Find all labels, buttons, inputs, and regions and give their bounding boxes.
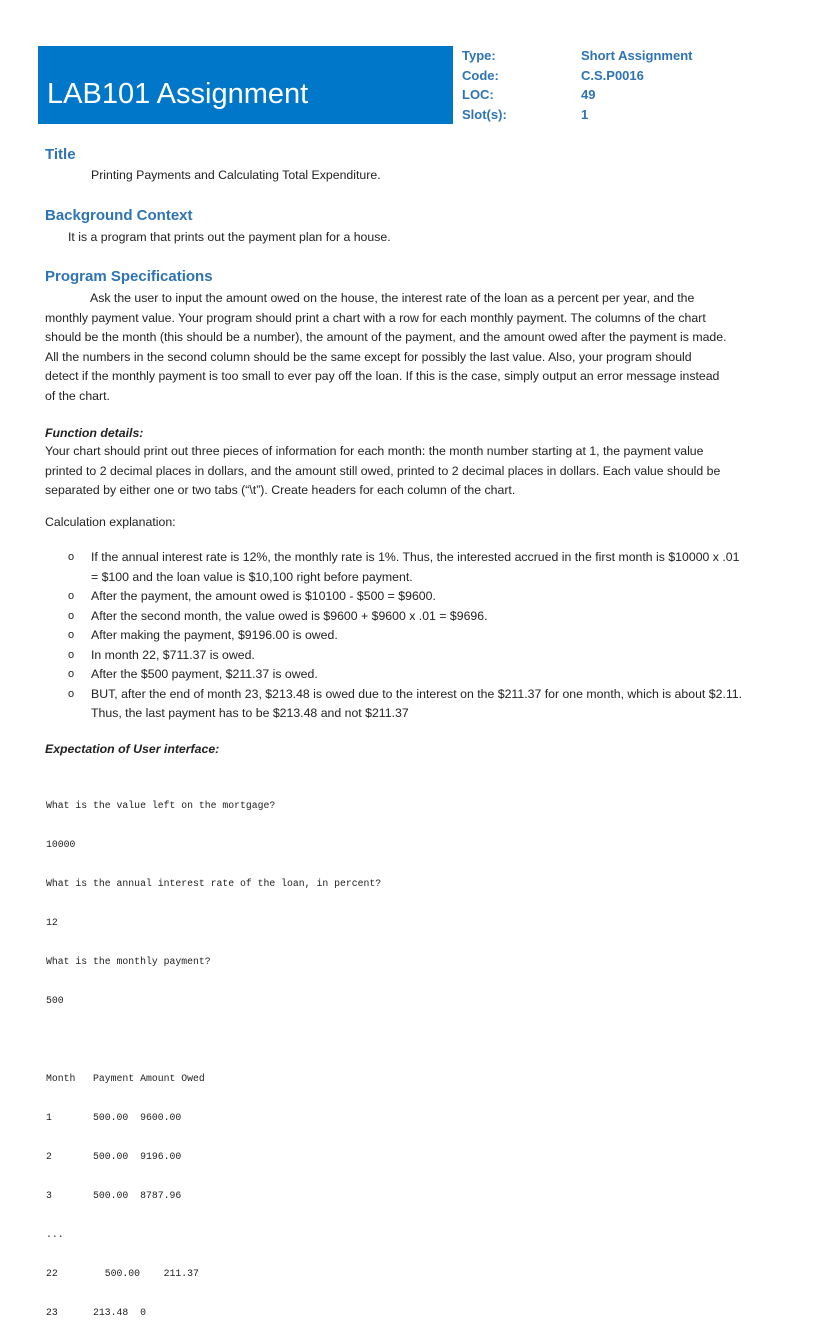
meta-type-label: Type: — [462, 48, 496, 63]
list-item: o In month 22, $711.37 is owed. — [68, 646, 748, 666]
meta-code-label: Code: — [462, 67, 499, 83]
console-line: What is the annual interest rate of the loan, in percent? — [46, 878, 382, 889]
title-text: Printing Payments and Calculating Total Expenditure. — [91, 168, 381, 182]
meta-code-value: C.S.P0016 — [581, 67, 644, 83]
ui-expectation-heading: Expectation of User interface: — [45, 742, 220, 756]
header-banner — [38, 46, 453, 124]
bullet-circle-icon: o — [68, 551, 75, 563]
console-output — [46, 773, 381, 1332]
list-item: o If the annual interest rate is 12%, the monthly rate is 1%. Thus, the interested accrued in the first month is $10000 x .01 = $100 and the loan value is $10,100 right before payment. — [68, 550, 740, 584]
bullet-circle-icon: o — [68, 590, 75, 602]
spec-text: Ask the user to input the amount owed on the house, the interest rate of the loan as a percent per year, and the monthly payment value. Your program should print a chart with a row for each monthly payment. The columns of the chart should be the month (this should be a number), the amount of the payment, and the amount owed after the payment is made. All the numbers in the second column should be the same except for possibly the last value. Also, your program should detect if the monthly payment is too small to ever pay off the loan. If this is the case, simply output an error message instead of the chart. — [45, 291, 727, 403]
meta-slots-label: Slot(s): — [462, 106, 507, 122]
console-line: 23 213.48 0 — [46, 1307, 146, 1318]
assignment-meta-values — [581, 48, 821, 126]
console-line: 1 500.00 9600.00 — [46, 1112, 182, 1123]
console-line: 22 500.00 211.37 — [46, 1268, 199, 1279]
bullet-circle-icon: o — [68, 629, 75, 641]
meta-slots-value: 1 — [581, 106, 589, 122]
calc-list — [68, 548, 748, 724]
bullet-circle-icon: o — [68, 687, 75, 700]
meta-type-value: Short Assignment — [581, 48, 693, 63]
spec-heading: Program Specifications — [45, 268, 213, 285]
console-line — [46, 1033, 381, 1046]
list-item: o After making the payment, $9196.00 is owed. — [68, 626, 748, 646]
function-details-text: Your chart should print out three pieces of information for each month: the month number starting at 1, the payment value printed to 2 decimal places in dollars, and the amount still owed, printed to 2 decimal places in dollars. Each value should be separated by either one or two tabs (“\t”). Create headers for each column of the chart. — [45, 444, 721, 497]
console-line: 10000 — [46, 839, 76, 850]
console-line: 3 500.00 8787.96 — [46, 1190, 182, 1201]
bullet-circle-icon: o — [68, 648, 75, 661]
console-line: ... — [46, 1229, 64, 1240]
title-heading: Title — [45, 146, 76, 163]
console-line: 500 — [46, 995, 64, 1006]
function-details-heading: Function details: — [45, 426, 144, 440]
meta-loc-value: 49 — [581, 87, 596, 102]
console-line: 2 500.00 9196.00 — [46, 1151, 182, 1162]
console-line: Month Payment Amount Owed — [46, 1073, 205, 1084]
list-item: o After the $500 payment, $211.37 is owed. — [68, 665, 748, 685]
console-line: What is the monthly payment? — [46, 956, 211, 967]
console-line: 12 — [46, 917, 58, 928]
calc-heading: Calculation explanation: — [45, 515, 176, 529]
background-text: It is a program that prints out the payment plan for a house. — [68, 230, 391, 244]
meta-loc-label: LOC: — [462, 87, 494, 102]
background-heading: Background Context — [45, 207, 193, 224]
page-title: LAB101 Assignment — [47, 78, 309, 110]
bullet-circle-icon: o — [68, 609, 75, 622]
bullet-circle-icon: o — [68, 668, 75, 680]
list-item: o After the second month, the value owed is $9600 + $9600 x .01 = $9696. — [68, 607, 748, 627]
list-item: o BUT, after the end of month 23, $213.48 is owed due to the interest on the $211.37 for one month, which is about $2.11. Thus, the last payment has to be $213.48 and not $211.37 — [68, 686, 743, 720]
console-line: What is the value left on the mortgage? — [46, 800, 276, 811]
list-item: o After the payment, the amount owed is $10100 - $500 = $9600. — [68, 587, 748, 607]
